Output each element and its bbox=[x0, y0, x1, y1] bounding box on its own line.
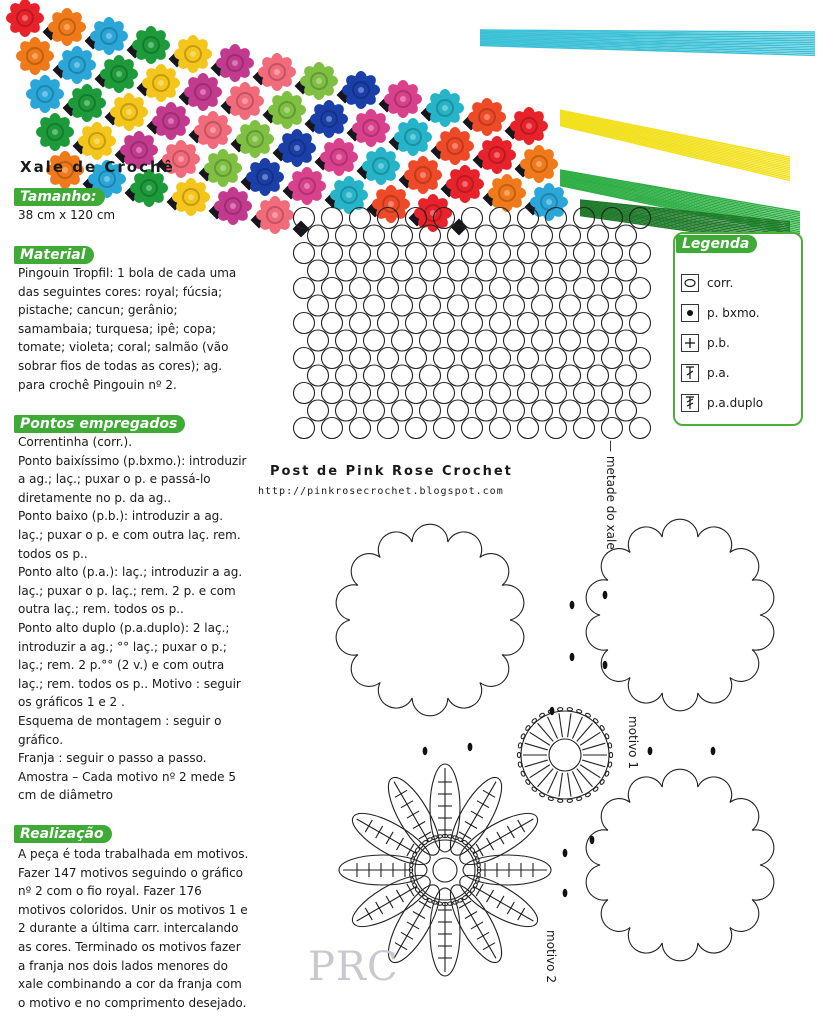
grid-motif-circle bbox=[406, 348, 427, 369]
double-crochet-icon bbox=[681, 364, 699, 382]
grid-motif-circle bbox=[630, 243, 651, 264]
grid-motif-circle bbox=[448, 260, 469, 281]
pontos-line: Esquema de montagem : seguir o bbox=[18, 713, 222, 728]
realizacao-heading bbox=[14, 823, 112, 843]
grid-motif-circle bbox=[392, 225, 413, 246]
grid-motif-circle bbox=[602, 383, 623, 404]
realizacao-line: o motivo e no comprimento desejado. bbox=[18, 995, 247, 1010]
grid-motif-circle bbox=[588, 400, 609, 421]
grid-motif-circle bbox=[322, 313, 343, 334]
grid-motif-circle bbox=[448, 365, 469, 386]
pontos-line: diretamente no p. da ag.. bbox=[18, 490, 172, 505]
grid-motif-circle bbox=[574, 418, 595, 439]
grid-motif-circle bbox=[392, 260, 413, 281]
grid-motif-circle bbox=[574, 348, 595, 369]
pontos-line: laç.; puxar o p. e com outra laç. rem. bbox=[18, 527, 241, 542]
crochet-flower bbox=[446, 165, 484, 203]
join-point bbox=[468, 743, 473, 751]
crochet-flower bbox=[152, 102, 190, 140]
realizacao-line: 2 durante a última carr. intercalando bbox=[18, 921, 239, 936]
grid-motif-circle bbox=[462, 278, 483, 299]
join-point bbox=[423, 747, 428, 755]
legend-item-pb bbox=[681, 334, 730, 352]
material-line: samambaia; turquesa; ipê; copa; bbox=[18, 321, 217, 336]
join-point bbox=[570, 601, 575, 609]
grid-motif-circle bbox=[364, 400, 385, 421]
material-line: para crochê Pingouin nº 2. bbox=[18, 377, 177, 392]
crochet-flower bbox=[384, 80, 422, 118]
material-text bbox=[18, 264, 268, 394]
grid-motif-circle bbox=[504, 365, 525, 386]
grid-motif-circle bbox=[406, 418, 427, 439]
material-badge: Material bbox=[14, 246, 94, 264]
grid-motif-circle bbox=[434, 208, 455, 229]
grid-motif-circle bbox=[378, 348, 399, 369]
crochet-flower bbox=[16, 37, 54, 75]
grid-motif-circle bbox=[602, 243, 623, 264]
join-point bbox=[563, 849, 568, 857]
grid-motif-circle bbox=[476, 330, 497, 351]
single-crochet-plus-icon bbox=[681, 334, 699, 352]
crochet-flower bbox=[268, 91, 306, 129]
grid-motif-circle bbox=[574, 243, 595, 264]
grid-motif-circle bbox=[504, 400, 525, 421]
grid-motif-circle bbox=[308, 400, 329, 421]
grid-motif-circle bbox=[406, 208, 427, 229]
motivo2-label: motivo 2 bbox=[544, 930, 558, 983]
legend-heading bbox=[676, 233, 757, 253]
crochet-flower bbox=[436, 127, 474, 165]
pontos-line: cm de diâmetro bbox=[18, 788, 114, 803]
material-line: sobrar fios de todas as cores); ag. bbox=[18, 358, 223, 373]
grid-motif-circle bbox=[448, 400, 469, 421]
grid-motif-circle bbox=[532, 400, 553, 421]
join-point bbox=[550, 707, 555, 715]
pontos-text bbox=[18, 433, 273, 805]
treble-crochet-icon bbox=[681, 394, 699, 412]
grid-motif-circle bbox=[434, 348, 455, 369]
grid-motif-circle bbox=[546, 348, 567, 369]
pontos-line: a ag.; laç.; puxar o p. e passá-lo bbox=[18, 472, 211, 487]
chain-oval-icon bbox=[681, 274, 699, 292]
pontos-line: Ponto alto (p.a.): laç.; introduzir a ag. bbox=[18, 565, 243, 580]
realizacao-line: a franja nos dois lados menores do bbox=[18, 958, 228, 973]
legend-label: corr. bbox=[707, 276, 734, 290]
grid-motif-circle bbox=[350, 418, 371, 439]
join-point bbox=[570, 653, 575, 661]
grid-motif-circle bbox=[336, 400, 357, 421]
crochet-flower bbox=[320, 138, 358, 176]
grid-motif-circle bbox=[322, 418, 343, 439]
crochet-flower bbox=[100, 55, 138, 93]
grid-motif-circle bbox=[462, 313, 483, 334]
grid-motif-circle bbox=[350, 313, 371, 334]
grid-motif-circle bbox=[434, 383, 455, 404]
crochet-flower bbox=[58, 46, 96, 84]
grid-motif-circle bbox=[364, 365, 385, 386]
grid-motif-circle bbox=[546, 383, 567, 404]
grid-motif-circle bbox=[588, 260, 609, 281]
material-line: tomate; violeta; coral; salmão (vão bbox=[18, 340, 229, 355]
pontos-heading bbox=[14, 413, 185, 433]
crochet-flower bbox=[6, 0, 44, 37]
grid-motif-circle bbox=[588, 225, 609, 246]
grid-motif-circle bbox=[364, 330, 385, 351]
grid-motif-circle bbox=[462, 348, 483, 369]
grid-motif-circle bbox=[490, 418, 511, 439]
legend-item-pbxmo bbox=[681, 304, 760, 322]
realizacao-badge: Realização bbox=[14, 825, 112, 843]
join-point bbox=[603, 591, 608, 599]
grid-motif-circle bbox=[476, 400, 497, 421]
grid-motif-circle bbox=[616, 295, 637, 316]
grid-motif-circle bbox=[364, 295, 385, 316]
grid-motif-circle bbox=[560, 295, 581, 316]
grid-motif-circle bbox=[616, 225, 637, 246]
grid-motif-circle bbox=[294, 383, 315, 404]
grid-motif-circle bbox=[616, 260, 637, 281]
join-point bbox=[590, 836, 595, 844]
grid-motif-circle bbox=[322, 348, 343, 369]
crochet-flower bbox=[110, 93, 148, 131]
legend-label: p.a.duplo bbox=[707, 396, 764, 410]
pontos-line: Amostra – Cada motivo nº 2 mede 5 bbox=[18, 769, 237, 784]
crochet-flower bbox=[362, 147, 400, 185]
grid-motif-circle bbox=[630, 278, 651, 299]
grid-motif-circle bbox=[308, 365, 329, 386]
pontos-line: todos os p.. bbox=[18, 546, 88, 561]
grid-motif-circle bbox=[294, 243, 315, 264]
assembly-grid-diagram bbox=[288, 204, 658, 444]
join-point bbox=[603, 661, 608, 669]
grid-motif-circle bbox=[574, 208, 595, 229]
grid-motif-circle bbox=[392, 400, 413, 421]
crochet-flower bbox=[342, 71, 380, 109]
crochet-flower bbox=[90, 17, 128, 55]
grid-motif-circle bbox=[462, 208, 483, 229]
grid-motif-circle bbox=[630, 418, 651, 439]
grid-motif-circle bbox=[616, 365, 637, 386]
grid-motif-circle bbox=[560, 330, 581, 351]
grid-motif-circle bbox=[602, 208, 623, 229]
join-point bbox=[711, 747, 716, 755]
legend-label: p.b. bbox=[707, 336, 730, 350]
grid-motif-circle bbox=[476, 365, 497, 386]
tamanho-heading bbox=[14, 186, 105, 206]
blog-url: http://pinkrosecrochet.blogspot.com bbox=[258, 486, 504, 497]
grid-motif-circle bbox=[434, 278, 455, 299]
crochet-flower bbox=[216, 44, 254, 82]
grid-motif-circle bbox=[434, 418, 455, 439]
grid-motif-circle bbox=[350, 383, 371, 404]
pontos-line: gráfico. bbox=[18, 732, 64, 747]
grid-motif-circle bbox=[546, 313, 567, 334]
grid-motif-circle bbox=[434, 243, 455, 264]
grid-motif-circle bbox=[518, 418, 539, 439]
crochet-flower bbox=[26, 75, 64, 113]
grid-motif-circle bbox=[336, 295, 357, 316]
pontos-line: Correntinha (corr.). bbox=[18, 435, 133, 449]
grid-motif-circle bbox=[616, 400, 637, 421]
crochet-flower bbox=[48, 8, 86, 46]
grid-motif-circle bbox=[336, 330, 357, 351]
grid-motif-circle bbox=[574, 278, 595, 299]
realizacao-line: as cores. Terminado os motivos fazer bbox=[18, 939, 241, 954]
crochet-flower bbox=[520, 145, 558, 183]
grid-motif-circle bbox=[406, 313, 427, 334]
grid-motif-circle bbox=[546, 418, 567, 439]
grid-motif-circle bbox=[602, 278, 623, 299]
grid-motif-circle bbox=[490, 243, 511, 264]
grid-motif-circle bbox=[294, 313, 315, 334]
grid-motif-circle bbox=[364, 260, 385, 281]
pontos-line: Franja : seguir o passo a passo. bbox=[18, 751, 207, 766]
realizacao-text bbox=[18, 845, 273, 1012]
crochet-flower bbox=[288, 167, 326, 205]
grid-motif-circle bbox=[322, 278, 343, 299]
crochet-flower bbox=[278, 129, 316, 167]
grid-motif-circle bbox=[378, 278, 399, 299]
grid-motif-circle bbox=[308, 225, 329, 246]
metade-label: — metade do xale bbox=[604, 440, 618, 550]
grid-motif-circle bbox=[308, 330, 329, 351]
crochet-flower bbox=[246, 158, 284, 196]
grid-motif-circle bbox=[518, 348, 539, 369]
grid-motif-circle bbox=[406, 278, 427, 299]
pontos-line: laç.; rem. 2 p.°° (2 v.) e com outra bbox=[18, 658, 225, 673]
grid-motif-circle bbox=[630, 348, 651, 369]
crochet-flower bbox=[468, 98, 506, 136]
watermark: PRC bbox=[308, 944, 399, 990]
slip-stitch-dot-icon bbox=[681, 304, 699, 322]
grid-motif-circle bbox=[560, 260, 581, 281]
grid-motif-circle bbox=[602, 348, 623, 369]
grid-motif-circle bbox=[504, 295, 525, 316]
crochet-flower bbox=[78, 122, 116, 160]
grid-motif-circle bbox=[336, 260, 357, 281]
legend-label: p.a. bbox=[707, 366, 730, 380]
grid-motif-circle bbox=[532, 365, 553, 386]
legend-item-corr bbox=[681, 274, 733, 292]
crochet-flower bbox=[142, 64, 180, 102]
legend-box bbox=[673, 232, 803, 426]
grid-motif-circle bbox=[630, 383, 651, 404]
crochet-flower bbox=[214, 187, 252, 225]
grid-motif-circle bbox=[490, 313, 511, 334]
grid-motif-circle bbox=[532, 295, 553, 316]
grid-motif-circle bbox=[448, 225, 469, 246]
crochet-flower bbox=[174, 35, 212, 73]
realizacao-line: nº 2 com o fio royal. Fazer 176 bbox=[18, 884, 202, 899]
crochet-flower bbox=[310, 100, 348, 138]
crochet-flower bbox=[236, 120, 274, 158]
grid-motif-circle bbox=[546, 208, 567, 229]
pontos-line: laç.; rem. todos os p.. Motivo : seguir bbox=[18, 676, 241, 691]
page-title: Xale de Crochê bbox=[20, 158, 175, 176]
grid-motif-circle bbox=[504, 260, 525, 281]
grid-motif-circle bbox=[602, 418, 623, 439]
grid-motif-circle bbox=[490, 348, 511, 369]
crochet-flower bbox=[404, 156, 442, 194]
crochet-flower bbox=[132, 26, 170, 64]
grid-motif-circle bbox=[322, 243, 343, 264]
grid-motif-circle bbox=[616, 330, 637, 351]
grid-motif-circle bbox=[574, 313, 595, 334]
tamanho-badge: Tamanho: bbox=[14, 188, 105, 206]
pontos-line: Ponto alto duplo (p.a.duplo): 2 laç.; bbox=[18, 620, 230, 635]
grid-motif-circle bbox=[420, 260, 441, 281]
grid-motif-circle bbox=[476, 295, 497, 316]
grid-motif-circle bbox=[378, 383, 399, 404]
pontos-line: Ponto baixo (p.b.): introduzir a ag. bbox=[18, 509, 224, 524]
grid-motif-circle bbox=[448, 330, 469, 351]
crochet-flower bbox=[478, 136, 516, 174]
grid-motif-circle bbox=[350, 278, 371, 299]
grid-motif-circle bbox=[308, 295, 329, 316]
grid-motif-circle bbox=[378, 313, 399, 334]
material-heading bbox=[14, 244, 94, 264]
realizacao-line: xale combinando a cor da franja com bbox=[18, 977, 242, 992]
grid-motif-circle bbox=[448, 295, 469, 316]
grid-motif-circle bbox=[378, 208, 399, 229]
grid-motif-circle bbox=[420, 400, 441, 421]
crochet-flower bbox=[194, 111, 232, 149]
grid-motif-circle bbox=[518, 383, 539, 404]
grid-motif-circle bbox=[546, 243, 567, 264]
grid-motif-circle bbox=[406, 383, 427, 404]
grid-motif-circle bbox=[490, 208, 511, 229]
join-point bbox=[648, 747, 653, 755]
grid-motif-circle bbox=[504, 330, 525, 351]
pontos-line: introduzir a ag.; °° laç.; puxar o p.; bbox=[18, 639, 227, 654]
grid-motif-circle bbox=[420, 295, 441, 316]
crochet-flower bbox=[36, 113, 74, 151]
grid-motif-circle bbox=[336, 365, 357, 386]
grid-motif-circle bbox=[630, 208, 651, 229]
material-line: pistache; cancun; gerânio; bbox=[18, 303, 178, 318]
material-line: das seguintes cores: royal; fúcsia; bbox=[18, 284, 223, 299]
crochet-flower bbox=[68, 84, 106, 122]
grid-motif-circle bbox=[546, 278, 567, 299]
flower-motif-outline bbox=[336, 524, 524, 716]
legend-label: p. bxmo. bbox=[707, 306, 760, 320]
grid-motif-circle bbox=[392, 365, 413, 386]
grid-motif-circle bbox=[476, 225, 497, 246]
grid-motif-circle bbox=[462, 418, 483, 439]
crochet-flower bbox=[204, 149, 242, 187]
crochet-flower bbox=[226, 82, 264, 120]
legend-item-paduplo bbox=[681, 394, 763, 412]
crochet-flower bbox=[510, 107, 548, 145]
flower-motif-outline bbox=[586, 519, 774, 711]
grid-motif-circle bbox=[364, 225, 385, 246]
grid-motif-circle bbox=[588, 295, 609, 316]
grid-motif-circle bbox=[378, 243, 399, 264]
grid-motif-circle bbox=[322, 383, 343, 404]
crochet-flower bbox=[426, 89, 464, 127]
grid-motif-circle bbox=[294, 278, 315, 299]
realizacao-line: A peça é toda trabalhada em motivos. bbox=[18, 847, 249, 861]
grid-motif-circle bbox=[294, 348, 315, 369]
grid-motif-circle bbox=[574, 383, 595, 404]
grid-motif-circle bbox=[518, 313, 539, 334]
grid-motif-circle bbox=[294, 208, 315, 229]
grid-motif-circle bbox=[504, 225, 525, 246]
flower-motif-outline bbox=[586, 769, 774, 961]
post-credit: Post de Pink Rose Crochet bbox=[270, 464, 513, 479]
legend-item-pa bbox=[681, 364, 730, 382]
grid-motif-circle bbox=[560, 400, 581, 421]
grid-motif-circle bbox=[532, 225, 553, 246]
grid-motif-circle bbox=[406, 243, 427, 264]
motif-1-chart bbox=[517, 707, 612, 802]
grid-motif-circle bbox=[392, 295, 413, 316]
grid-motif-circle bbox=[308, 260, 329, 281]
legend-badge: Legenda bbox=[676, 235, 757, 253]
crochet-flower bbox=[352, 109, 390, 147]
grid-motif-circle bbox=[392, 330, 413, 351]
motivo1-label: motivo 1 bbox=[626, 716, 640, 769]
grid-motif-circle bbox=[294, 418, 315, 439]
pontos-line: os gráficos 1 e 2 . bbox=[18, 695, 125, 710]
crochet-flower bbox=[184, 73, 222, 111]
pontos-line: outra laç.; rem. todos os p.. bbox=[18, 602, 184, 617]
grid-motif-circle bbox=[532, 260, 553, 281]
realizacao-line: motivos coloridos. Unir os motivos 1 e bbox=[18, 902, 248, 917]
grid-motif-circle bbox=[560, 225, 581, 246]
grid-motif-circle bbox=[336, 225, 357, 246]
grid-motif-circle bbox=[476, 260, 497, 281]
pontos-line: laç.; puxar o p. laç.; rem. 2 p. e com bbox=[18, 583, 236, 598]
grid-motif-circle bbox=[490, 278, 511, 299]
pontos-line: Ponto baixíssimo (p.bxmo.): introduzir bbox=[18, 453, 247, 468]
grid-motif-circle bbox=[588, 330, 609, 351]
grid-motif-circle bbox=[378, 418, 399, 439]
crochet-flower bbox=[394, 118, 432, 156]
grid-motif-circle bbox=[322, 208, 343, 229]
grid-motif-circle bbox=[518, 243, 539, 264]
grid-motif-circle bbox=[462, 243, 483, 264]
grid-motif-circle bbox=[490, 383, 511, 404]
grid-motif-circle bbox=[420, 225, 441, 246]
grid-motif-circle bbox=[602, 313, 623, 334]
grid-motif-circle bbox=[420, 330, 441, 351]
realizacao-line: Fazer 147 motivos seguindo o gráfico bbox=[18, 865, 244, 880]
tamanho-text: 38 cm x 120 cm bbox=[18, 208, 116, 222]
grid-motif-circle bbox=[350, 208, 371, 229]
crochet-flower bbox=[300, 62, 338, 100]
grid-motif-circle bbox=[630, 313, 651, 334]
join-point bbox=[563, 889, 568, 897]
grid-motif-circle bbox=[532, 330, 553, 351]
grid-motif-circle bbox=[420, 365, 441, 386]
grid-motif-circle bbox=[434, 313, 455, 334]
material-line: Pingouin Tropfil: 1 bola de cada uma bbox=[18, 266, 237, 280]
grid-motif-circle bbox=[588, 365, 609, 386]
grid-motif-circle bbox=[560, 365, 581, 386]
grid-motif-circle bbox=[518, 278, 539, 299]
grid-motif-circle bbox=[518, 208, 539, 229]
grid-motif-circle bbox=[462, 383, 483, 404]
grid-motif-circle bbox=[350, 243, 371, 264]
crochet-flower bbox=[258, 53, 296, 91]
crochet-flower bbox=[172, 178, 210, 216]
pontos-badge: Pontos empregados bbox=[14, 415, 185, 433]
grid-motif-circle bbox=[350, 348, 371, 369]
